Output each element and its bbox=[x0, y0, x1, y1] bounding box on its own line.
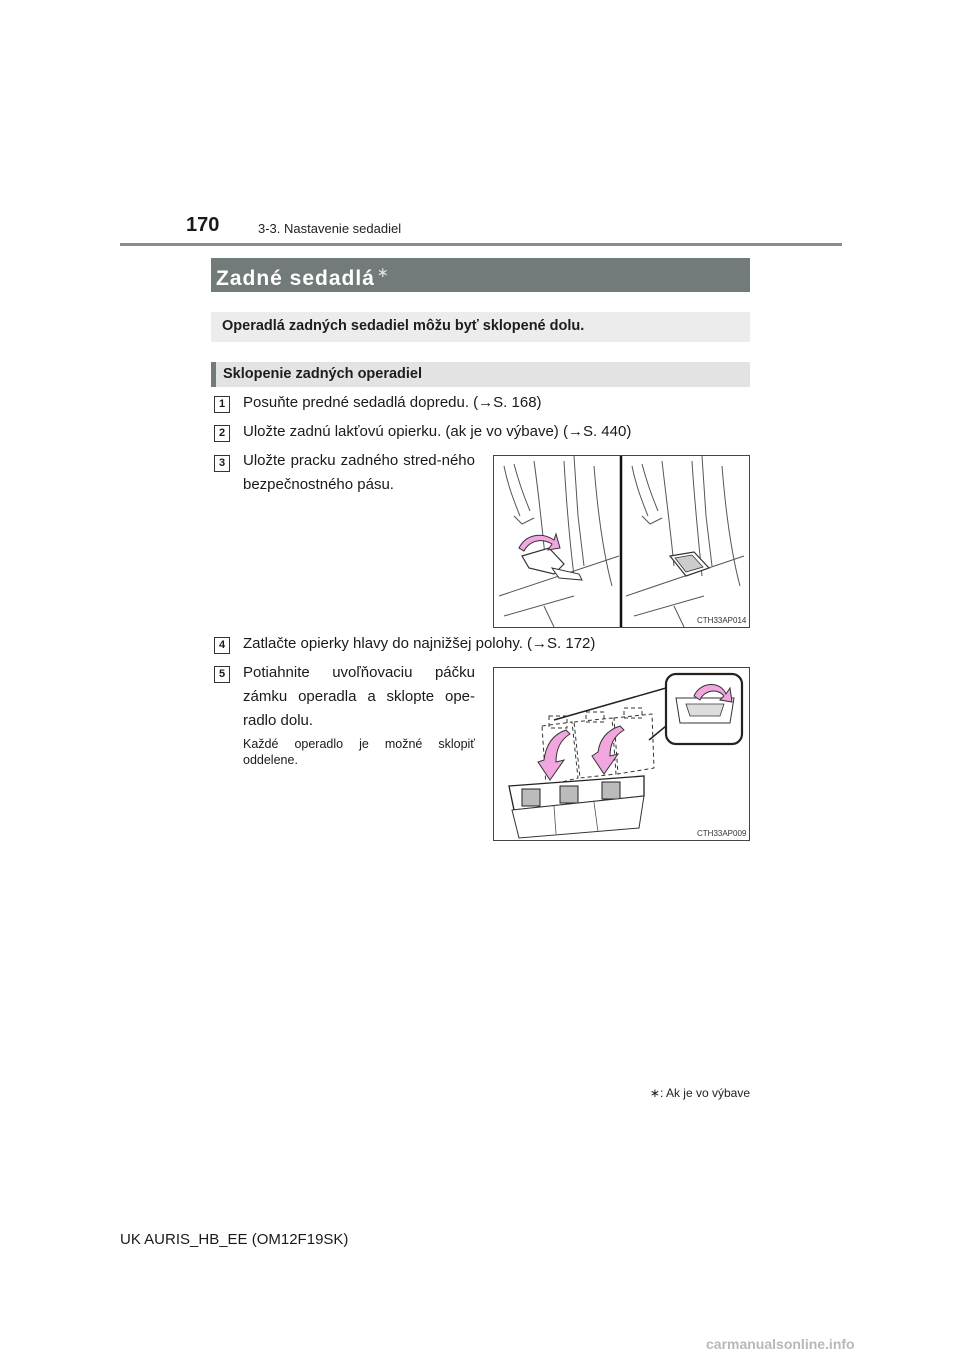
step-2-text: Uložte zadnú lakťovú opierku. (ak je vo výbave) (→S. 440) bbox=[243, 423, 632, 440]
folded-seatbacks bbox=[509, 776, 644, 838]
step-number-1: 1 bbox=[214, 396, 230, 413]
step-5-note: Každé operadlo je možné sklopiť oddelene. bbox=[243, 737, 475, 767]
step-number-3: 3 bbox=[214, 455, 230, 472]
footnote: ∗: Ak je vo výbave bbox=[649, 1086, 750, 1100]
figure-2-code: CTH33AP009 bbox=[697, 829, 747, 838]
step-number-4: 4 bbox=[214, 637, 230, 654]
figure-seatbelt-buckle bbox=[493, 455, 750, 628]
section-label: 3-3. Nastavenie sedadiel bbox=[258, 221, 402, 236]
optional-marker: ∗ bbox=[376, 264, 390, 280]
step-4-text: Zatlačte opierky hlavy do najnižšej polohy. (→S. 172) bbox=[243, 635, 596, 652]
manual-code: UK AURIS_HB_EE (OM12F19SK) bbox=[120, 1231, 349, 1248]
header-divider bbox=[120, 243, 842, 246]
figure-1-code: CTH33AP014 bbox=[697, 616, 747, 625]
seatbelt-buckle-illustration bbox=[494, 456, 749, 627]
fold-seatback-illustration bbox=[494, 668, 749, 840]
fold-arrow-right-icon bbox=[592, 726, 624, 774]
step-number-2: 2 bbox=[214, 425, 230, 442]
page-title bbox=[216, 264, 390, 291]
release-lever-inset bbox=[666, 674, 742, 744]
intro-text: Operadlá zadných sedadiel môžu byť sklopené dolu. bbox=[222, 318, 585, 334]
step-number-5: 5 bbox=[214, 666, 230, 683]
arrow-icon bbox=[519, 534, 560, 551]
subheading-text: Sklopenie zadných operadiel bbox=[223, 366, 423, 382]
step-1-text: Posuňte predné sedadlá dopredu. (→S. 168) bbox=[243, 394, 542, 411]
step-5-text: Potiahnite uvoľňovaciu páčku zámku operadla a sklopte ope-radlo dolu. bbox=[243, 664, 475, 729]
page-number: 170 bbox=[186, 214, 220, 236]
watermark: carmanualsonline.info bbox=[706, 1336, 855, 1352]
step-3-text: Uložte pracku zadného stred-ného bezpečnostného pásu. bbox=[243, 452, 475, 493]
page-title-text: Zadné sedadlá bbox=[216, 267, 375, 290]
figure-fold-seatback bbox=[493, 667, 750, 841]
buckle-stowed bbox=[670, 552, 709, 576]
